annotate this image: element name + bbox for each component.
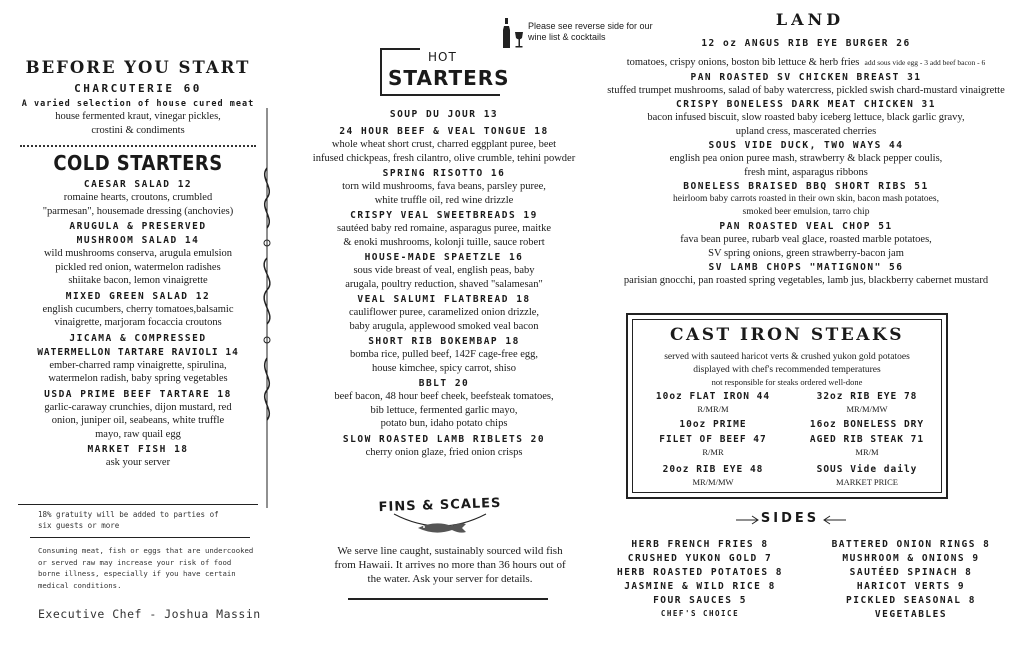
before-you-start-title: BEFORE YOU START — [25, 58, 251, 77]
fins-scales-title: FINS & SCALES — [378, 495, 502, 516]
executive-chef: Executive Chef - Joshua Massin — [38, 607, 261, 621]
right-column — [588, 38, 1024, 288]
menu-item: SV LAMB CHOPS "MATIGNON" 56 parisian gnocchi, pan roasted spring vegetables, lamb jus, blackberry cabernet mustard — [623, 262, 989, 286]
steaks-right-col: 32oz RIB EYE 78 MR/M/MW 16oz BONELESS DRY AGED RIB STEAK 71 MR/M SOUS Vide daily MARKET PRICE — [809, 391, 925, 487]
menu-item: SPRING RISOTTO 16 torn wild mushrooms, fava beans, parsley puree, white truffle oil, red wine drizzle — [342, 168, 546, 206]
hot-starters-badge — [380, 48, 510, 100]
fins-scales-desc: We serve line caught, sustainably sourced wild fish from Hawaii. It arrives no more than 36 hours out of the water. Ask your server for details. — [334, 545, 566, 585]
left-column — [18, 58, 258, 470]
menu-item: PAN ROASTED VEAL CHOP 51 fava bean puree, rubarb veal glace, roasted marble potatoes, SV spring onions, green strawberry-bacon jam — [680, 221, 932, 259]
menu-item: SHORT RIB BOKEMBAP 18 bomba rice, pulled beef, 142F cage-free egg, house kimchee, spicy carrot, shiso — [349, 336, 539, 374]
menu-item: HOUSE-MADE SPAETZLE 16 sous vide breast of veal, english peas, baby arugala, poultry reduction, shaved "salamesan" — [345, 252, 543, 290]
ornament-divider-icon — [255, 108, 279, 508]
menu-item: CRISPY VEAL SWEETBREADS 19 sautéed baby red romaine, asparagus puree, maitke & enoki mushrooms, kolonji tuille, sauce robert — [337, 210, 551, 248]
wine-note: Please see reverse side for our wine list & cocktails — [528, 21, 653, 42]
menu-item: CAESAR SALAD 12 romaine hearts, croutons, crumbled "parmesan", housemade dressing (anchovies) — [42, 179, 234, 217]
middle-column — [280, 109, 608, 459]
menu-item: JICAMA & COMPRESSED WATERMELLON TARTARE RAVIOLI 14 ember-charred ramp vinaigrette, spirulina, watermelon radish, baby spring vegetables — [37, 332, 239, 384]
sides-left-col: HERB FRENCH FRIES 8 CRUSHED YUKON GOLD 7 HERB ROASTED POTATOES 8 JASMINE & WILD RICE 8 FOUR SAUCES 5 CHEF'S CHOICE — [616, 539, 784, 618]
land-title: LAND — [775, 10, 845, 29]
sides-title: SIDES — [760, 511, 820, 526]
left-divider — [18, 504, 258, 505]
menu-item: SOUS VIDE DUCK, TWO WAYS 44 english pea onion puree mash, strawberry & black pepper coulis, fresh mint, asparagus ribbons — [669, 140, 943, 178]
left-divider — [30, 537, 250, 538]
menu-item: ARUGULA & PRESERVED MUSHROOM SALAD 14 wild mushrooms conserva, arugula emulsion pickled red onion, watermelon radishes shiitake bacon, lemon vinaigrette — [43, 221, 233, 286]
menu-item: 24 HOUR BEEF & VEAL TONGUE 18 whole wheat short crust, charred eggplant puree, beet infused chickpeas, fresh cilantro, olive crumble, tehini powder — [312, 126, 576, 164]
middle-divider — [348, 598, 548, 600]
menu-item: BONELESS BRAISED BBQ SHORT RIBS 51 heirloom baby carrots roasted in their own skin, bacon mash potatoes, smoked beer emulsion, tarro chip — [673, 181, 939, 217]
menu-item: PAN ROASTED SV CHICKEN BREAST 31 stuffed trumpet mushrooms, salad of baby watercress, pickled swish chard-mustard vinaigrette — [607, 71, 1005, 96]
cold-starters-title: COLD STARTERS — [53, 151, 223, 175]
menu-item: USDA PRIME BEEF TARTARE 18 garlic-caraway crunchies, dijon mustard, red onion, juniper oil, seabeans, white truffle mayo, raw quail egg — [44, 388, 232, 440]
wine-bottle-icon — [502, 18, 526, 50]
menu-item: SOUP DU JOUR 13 — [389, 109, 499, 120]
steaks-title: CAST IRON STEAKS — [669, 325, 905, 345]
steaks-left-col: 10oz FLAT IRON 44 R/MR/M 10oz PRIME FILET OF BEEF 47 R/MR 20oz RIB EYE 48 MR/M/MW — [655, 391, 771, 487]
starters-label: STARTERS — [388, 66, 510, 90]
menu-item: CRISPY BONELESS DARK MEAT CHICKEN 31 bacon infused biscuit, slow roasted baby iceberg lettuce, black garlic gravy, upland cress, mascerated cherries — [647, 99, 965, 137]
sides-right-col: BATTERED ONION RINGS 8 MUSHROOM & ONIONS 9 SAUTÉED SPINACH 8 HARICOT VERTS 9 PICKLED SEASONAL 8 VEGETABLES — [831, 539, 991, 620]
menu-item: MARKET FISH 18 ask your server — [87, 444, 189, 468]
charcuterie-desc: A varied selection of house cured meat house fermented kraut, vinegar pickles, crostini & condiments — [21, 99, 255, 136]
health-warning: Consuming meat, fish or eggs that are undercooked or served raw may increase your risk of food borne illness, especially if you have certain medical conditions. — [38, 546, 254, 590]
menu-item: 12 oz ANGUS RIB EYE BURGER 26 tomatoes, crispy onions, boston bib lettuce & herb fries add sous vide egg - 3 add beef bacon - 6 — [626, 38, 986, 68]
hot-label: HOT — [428, 50, 457, 64]
menu-item: MIXED GREEN SALAD 12 english cucumbers, cherry tomatoes,balsamic vinaigrette, marjoram focaccia croutons — [42, 290, 234, 328]
charcuterie-name: CHARCUTERIE 60 — [74, 82, 202, 95]
menu-item: VEAL SALUMI FLATBREAD 18 cauliflower puree, caramelized onion drizzle, baby arugula, applewood smoked veal bacon — [348, 294, 540, 332]
gratuity-note: 18% gratuity will be added to parties of six guests or more — [38, 510, 219, 530]
menu-item: SLOW ROASTED LAMB RIBLETS 20 cherry onion glaze, fried onion crisps — [342, 433, 546, 458]
menu-item: BBLT 20 beef bacon, 48 hour beef cheek, beefsteak tomatoes, bib lettuce, fermented garlic mayo, potato bun, idaho potato chips — [334, 378, 554, 429]
cast-iron-steaks-box: CAST IRON STEAKS served with sauteed haricot verts & crushed yukon gold potatoes displayed with chef's recommended temperatures not responsible for steaks ordered well-done 10oz FLAT IRON 44 R/MR/M 10oz PRIME FILET OF BEEF 47 R/MR 20oz RIB EYE 48 MR/M/MW 32oz RIB EYE 78 MR/M/MW 16oz BONELESS DRY AGED RIB STEAK 71 MR/M SOUS Vide daily MARKET PRICE — [626, 313, 948, 499]
dotted-divider — [20, 145, 256, 147]
